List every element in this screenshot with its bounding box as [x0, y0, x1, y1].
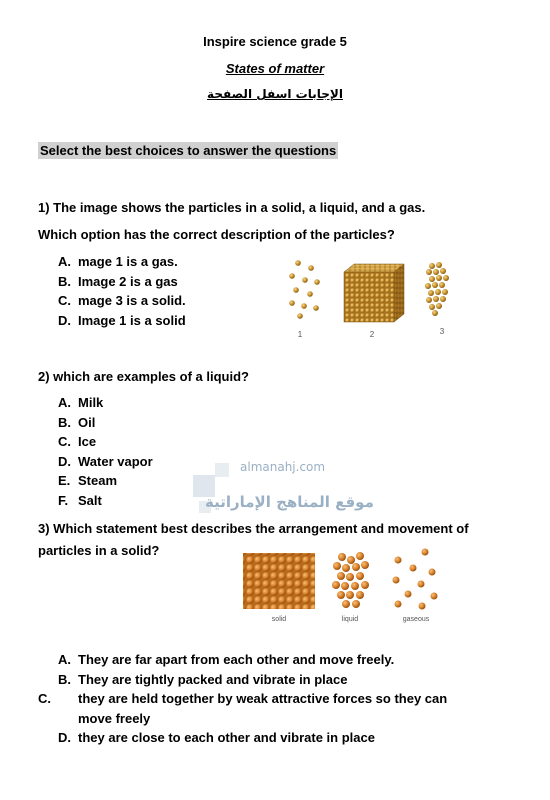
gas-particles-image-1 [289, 260, 320, 319]
figure-1-label-3: 3 [439, 327, 445, 336]
q2-option-d[interactable]: D. Water vapor [58, 453, 153, 469]
q2-option-a[interactable]: A. Milk [58, 395, 104, 410]
particle-states-figure-1 [280, 258, 470, 340]
figure-2-label-solid: solid [271, 616, 287, 623]
question-1-line-1: 1) The image shows the particles in a solid, a liquid, and a gas. [38, 200, 426, 215]
figure-1-label-2: 2 [369, 330, 375, 339]
q1-option-d[interactable]: D. Image 1 is a solid [58, 312, 186, 328]
q1-option-a[interactable]: A. mage 1 is a gas. [58, 254, 178, 269]
worksheet-subtitle: States of matter [225, 61, 325, 76]
watermark-site: almanahj.com [240, 460, 326, 474]
q3-option-b[interactable]: B. They are tightly packed and vibrate in place [58, 671, 348, 687]
question-1-text [38, 197, 508, 246]
watermark-arabic: موقع المناهج الإماراتية [205, 493, 374, 511]
arabic-note: الإجابات اسفل الصفحة [207, 87, 343, 101]
liquid-cluster-image [332, 552, 369, 608]
gas-scatter-image [393, 549, 438, 610]
question-1-line-2: Which option has the correct description of the particles? [38, 227, 395, 242]
solid-lattice-image [243, 553, 315, 609]
worksheet-title: Inspire science grade 5 [203, 34, 347, 49]
question-1-options [58, 252, 186, 330]
figure-1-label-1: 1 [297, 330, 303, 339]
q2-option-e[interactable]: E. Steam [58, 473, 118, 488]
question-2-options [58, 393, 153, 510]
figure-2-label-gaseous: gaseous [402, 616, 430, 623]
q1-option-b[interactable]: B. Image 2 is a gas [58, 273, 178, 289]
solid-cube-image-2 [344, 264, 404, 322]
liquid-particles-image-3 [425, 262, 449, 316]
q2-option-b[interactable]: B. Oil [58, 414, 96, 430]
question-3-options [38, 650, 468, 748]
figure-2-label-liquid: liquid [341, 616, 359, 623]
particle-states-figure-2 [238, 548, 448, 626]
instruction-banner: Select the best choices to answer the questions [40, 143, 337, 158]
q3-option-a[interactable]: A. They are far apart from each other and move freely. [58, 652, 395, 667]
q3-option-c[interactable]: C. they are held together by weak attractive forces so they can move freely [38, 691, 448, 726]
q2-option-f[interactable]: F. Salt [58, 492, 102, 508]
question-2-text: 2) which are examples of a liquid? [38, 369, 249, 384]
q1-option-c[interactable]: C. mage 3 is a solid. [58, 293, 186, 308]
question-3-line-1: 3) Which statement best describes the arrangement and movement of [38, 521, 469, 536]
q3-option-d[interactable]: D. they are close to each other and vibrate in place [58, 730, 375, 745]
q2-option-c[interactable]: C. Ice [58, 434, 97, 449]
question-3-line-2: particles in a solid? [38, 543, 160, 558]
